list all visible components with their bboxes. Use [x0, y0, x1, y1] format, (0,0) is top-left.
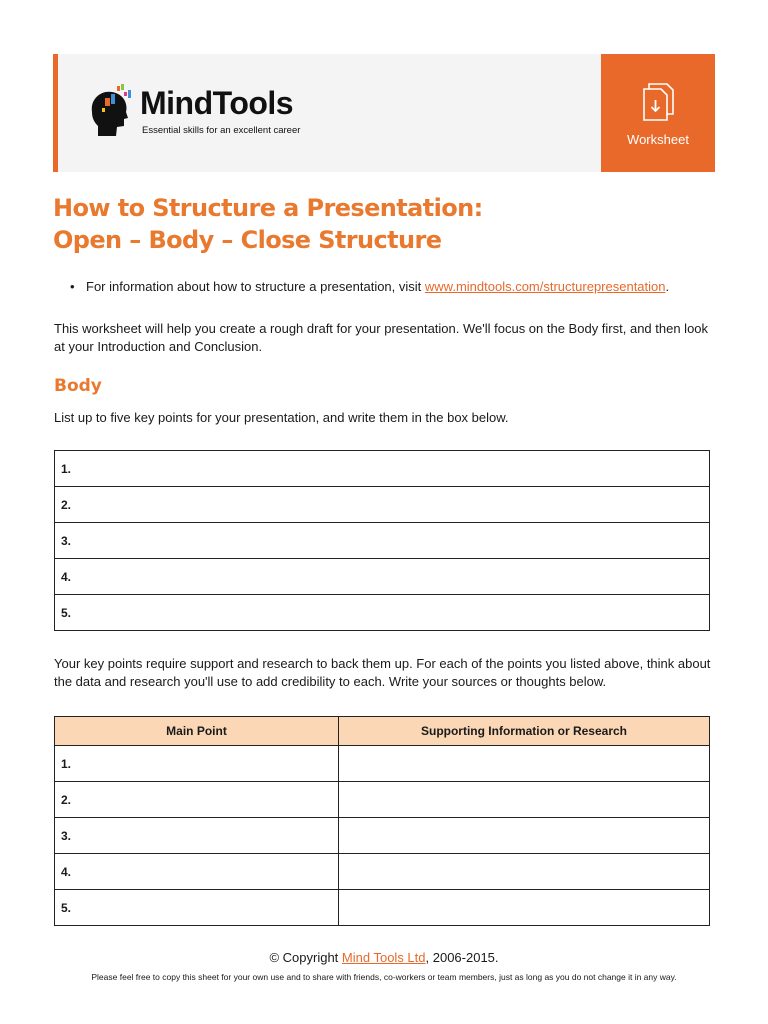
support-table — [54, 716, 710, 926]
table-row — [55, 595, 710, 631]
table-row — [55, 487, 710, 523]
table-row — [55, 782, 710, 818]
key-point-field[interactable]: 1. — [55, 451, 710, 487]
body-heading: Body — [54, 376, 102, 396]
copyright-prefix: © Copyright — [269, 950, 342, 965]
table-row — [55, 451, 710, 487]
main-point-field[interactable]: 1. — [55, 746, 339, 782]
supporting-info-field[interactable] — [339, 854, 710, 890]
key-point-field[interactable]: 3. — [55, 523, 710, 559]
key-point-field[interactable]: 4. — [55, 559, 710, 595]
logo-tagline: Essential skills for an excellent career — [142, 125, 301, 136]
bullet-text: For information about how to structure a presentation, visit — [86, 279, 425, 294]
column-header-main-point: Main Point — [55, 717, 339, 746]
document-download-icon — [641, 82, 675, 122]
supporting-info-field[interactable] — [339, 746, 710, 782]
supporting-info-field[interactable] — [339, 782, 710, 818]
supporting-info-field[interactable] — [339, 890, 710, 926]
table-row — [55, 818, 710, 854]
title-line-1: How to Structure a Presentation: — [53, 194, 483, 222]
key-points-table — [54, 450, 710, 631]
main-point-field[interactable]: 5. — [55, 890, 339, 926]
structure-presentation-link[interactable]: www.mindtools.com/structurepresentation — [424, 279, 666, 294]
bullet-dot: • — [70, 279, 75, 294]
main-point-field[interactable]: 3. — [55, 818, 339, 854]
head-logo-icon — [84, 82, 144, 138]
main-point-field[interactable]: 2. — [55, 782, 339, 818]
table-row — [55, 559, 710, 595]
key-point-field[interactable]: 2. — [55, 487, 710, 523]
body-instruction: List up to five key points for your presentation, and write them in the box below. — [54, 410, 509, 425]
column-header-supporting-info: Supporting Information or Research — [339, 717, 710, 746]
logo-wordmark: MindTools — [140, 85, 294, 121]
mindtools-logo — [84, 80, 314, 140]
worksheet-label: Worksheet — [627, 132, 689, 147]
info-bullet — [70, 279, 669, 294]
supporting-info-field[interactable] — [339, 818, 710, 854]
page-title — [53, 192, 713, 256]
support-instruction: Your key points require support and research to back them up. For each of the points you listed above, think about the data and research you'll use to add credibility to each. Write your sources or thoughts below. — [54, 656, 711, 689]
main-point-field[interactable]: 4. — [55, 854, 339, 890]
table-row — [55, 890, 710, 926]
table-row — [55, 854, 710, 890]
intro-paragraph: This worksheet will help you create a rough draft for your presentation. We'll focus on the Body first, and then look at your Introduction and Conclusion. — [54, 321, 709, 354]
table-header-row — [55, 717, 710, 746]
copyright-suffix: , 2006-2015. — [425, 950, 499, 965]
header-banner — [53, 54, 715, 172]
table-row — [55, 523, 710, 559]
bullet-end: . — [665, 279, 670, 294]
copyright-line — [0, 950, 768, 965]
worksheet-badge — [601, 54, 715, 172]
table-row — [55, 746, 710, 782]
usage-notice: Please feel free to copy this sheet for your own use and to share with friends, co-workers or team members, just as long as you do not change it in any way. — [91, 972, 677, 982]
key-point-field[interactable]: 5. — [55, 595, 710, 631]
mindtools-link[interactable]: Mind Tools Ltd — [341, 950, 426, 965]
title-line-2: Open – Body – Close Structure — [53, 226, 442, 254]
